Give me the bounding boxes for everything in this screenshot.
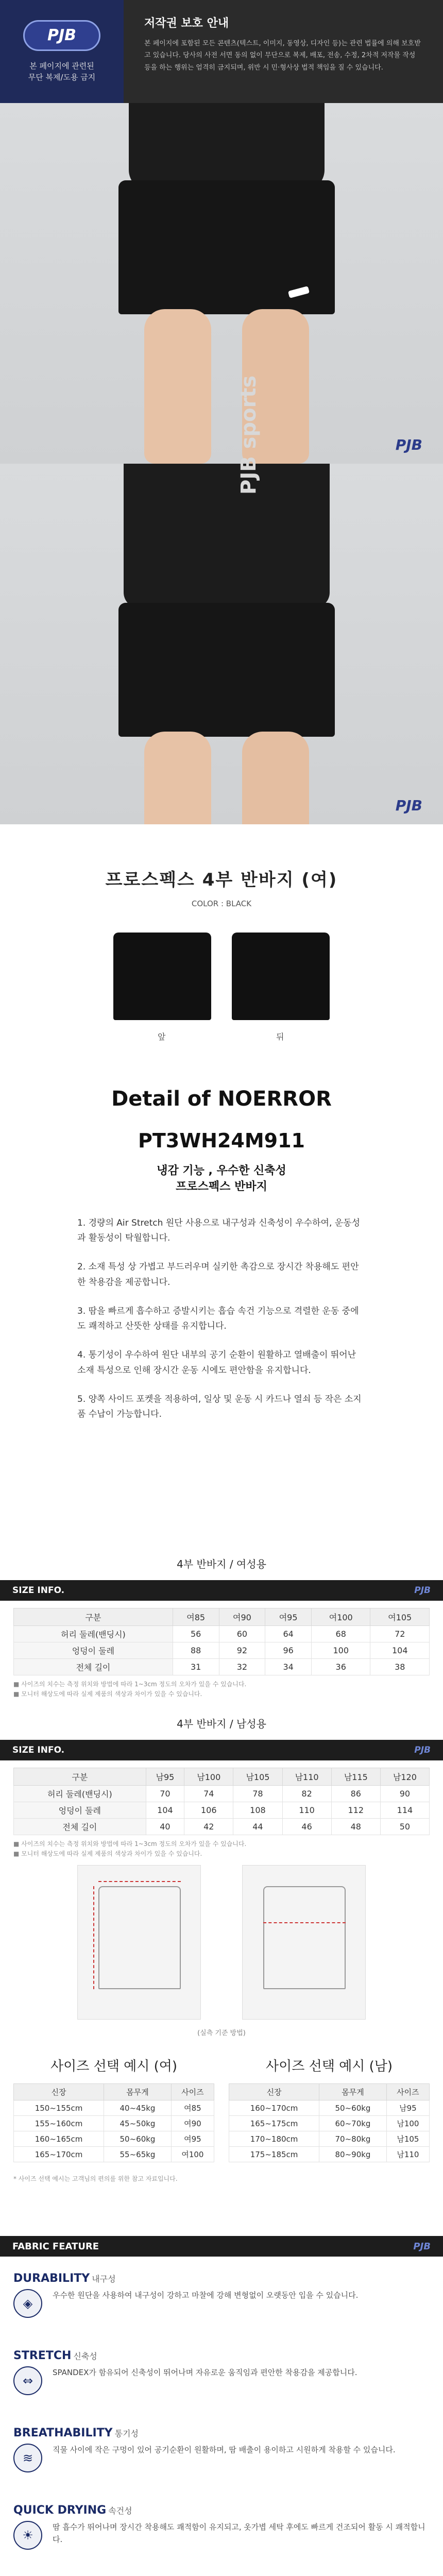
detail-list	[0, 1216, 443, 1423]
table-cell: 72	[370, 1626, 430, 1642]
size-note: ■ 사이즈의 치수는 측정 위치와 방법에 따라 1~3cm 정도의 오차가 있을 수 있습니다.	[13, 1840, 247, 1848]
copyright-left-note: 본 페이지에 관련된 무단 복제/도용 금지	[28, 61, 96, 82]
measure-caption: (실측 기준 방법)	[197, 2029, 246, 2037]
table-header: 여105	[370, 1608, 430, 1626]
table-header: 여95	[265, 1608, 312, 1626]
table-cell: 40~45kg	[104, 2100, 172, 2116]
table-cell: 82	[282, 1786, 331, 1802]
table-row	[229, 2100, 430, 2116]
front-caption: 앞	[158, 1032, 166, 1042]
table-cell: 175~185cm	[229, 2147, 319, 2162]
product-title-section	[0, 866, 443, 908]
shorts-outline	[263, 1886, 346, 1989]
feature-text: 우수한 원단을 사용하여 내구성이 강하고 마찰에 강해 변형없이 오랫동안 입을 수 있습니다.	[53, 2291, 359, 2300]
table-cell: 165~175cm	[229, 2116, 319, 2131]
size-info-label: SIZE INFO.	[12, 1585, 65, 1596]
table-cell: 80~90kg	[319, 2147, 387, 2162]
shirt-back-shape	[124, 464, 330, 608]
table-cell: 여100	[171, 2147, 214, 2162]
table-row	[229, 2147, 430, 2162]
product-code: PT3WH24M911	[138, 1129, 305, 1152]
table-header: 사이즈	[386, 2084, 429, 2100]
air-flow-icon: ≋	[13, 2444, 42, 2472]
table-cell: 70~80kg	[319, 2131, 387, 2147]
table-header: 남110	[282, 1768, 331, 1786]
detail-item: 3. 땀을 빠르게 흡수하고 증발시키는 흡습 속건 기능으로 격렬한 운동 중에도 쾌적하고 산뜻한 상태를 유지합니다.	[77, 1306, 359, 1332]
table-cell: 여85	[171, 2100, 214, 2116]
back-caption: 뒤	[276, 1032, 284, 1042]
detail-heading: Detail of NOERROR	[111, 1087, 332, 1111]
size-note: ■ 모니터 해상도에 따라 실제 제품의 색상과 차이가 있을 수 있습니다.	[13, 1850, 202, 1858]
table-cell: 112	[331, 1802, 380, 1819]
product-title: 프로스펙스 4부 반바지 (여)	[105, 870, 338, 890]
table-cell: 104	[370, 1642, 430, 1659]
select-note: * 사이즈 선택 예시는 고객님의 편의를 위한 참고 자료입니다.	[13, 2175, 178, 2182]
table-header: 남115	[331, 1768, 380, 1786]
table-row	[14, 1626, 430, 1642]
table-cell: 남105	[386, 2131, 429, 2147]
table-cell: 160~165cm	[14, 2131, 104, 2147]
copyright-right-panel	[124, 0, 443, 103]
product-photo-front	[0, 103, 443, 464]
left-leg-back-shape	[144, 732, 211, 824]
size-women-table	[13, 1608, 430, 1675]
measure-figure-back	[242, 1865, 366, 2020]
select-women-table	[13, 2083, 214, 2162]
table-cell: 엉덩이 둘레	[14, 1642, 173, 1659]
table-row	[14, 2131, 214, 2147]
table-cell: 31	[173, 1659, 219, 1675]
color-label: COLOR : BLACK	[191, 899, 252, 908]
table-row	[14, 1659, 430, 1675]
size-info-bar	[0, 1580, 443, 1601]
feature-stretch	[13, 2349, 430, 2395]
fabric-feature-bar	[0, 2236, 443, 2257]
copyright-body: 본 페이지에 포함된 모든 콘텐츠(텍스트, 이미지, 동영상, 디자인 등)는 관련 법률에 의해 보호받고 있습니다. 당사의 사전 서면 동의 없이 무단으로 복제, 배포, 전송, 수정, 2차적 저작물 작성 등을 하는 행위는 엄격히 금지되며, 위반 시 민·형사상 법적 책임을 질 수 있습니다.	[144, 40, 421, 72]
table-cell: 40	[146, 1819, 184, 1835]
table-row	[14, 1802, 430, 1819]
feature-title: STRETCH 신축성	[13, 2349, 97, 2362]
table-header: 남120	[380, 1768, 429, 1786]
shorts-back-shape	[118, 603, 335, 737]
table-cell: 68	[311, 1626, 370, 1642]
table-header: 여100	[311, 1608, 370, 1626]
table-cell: 108	[233, 1802, 282, 1819]
measure-figures	[0, 1865, 443, 2020]
table-cell: 허리 둘레(밴딩시)	[14, 1626, 173, 1642]
bar-brand-mark: PJB	[414, 1745, 431, 1755]
table-header: 여90	[219, 1608, 265, 1626]
table-row	[14, 2100, 214, 2116]
table-cell: 160~170cm	[229, 2100, 319, 2116]
table-header: 신장	[14, 2084, 104, 2100]
table-cell: 92	[219, 1642, 265, 1659]
size-men-section	[0, 1716, 443, 1859]
table-row	[14, 1642, 430, 1659]
feature-quick-drying	[13, 2504, 430, 2550]
size-info-bar	[0, 1740, 443, 1760]
table-header-row	[229, 2084, 430, 2100]
photo-brand-mark: PJB	[395, 436, 422, 453]
shirt-print-text: PJB sports	[237, 375, 261, 495]
table-cell: 100	[311, 1642, 370, 1659]
size-info-label: SIZE INFO.	[12, 1745, 65, 1755]
table-row	[14, 2147, 214, 2162]
table-cell: 86	[331, 1786, 380, 1802]
select-men-table	[229, 2083, 430, 2162]
table-cell: 60~70kg	[319, 2116, 387, 2131]
length-line	[93, 1886, 94, 1989]
left-leg-shape	[144, 309, 211, 464]
table-cell: 150~155cm	[14, 2100, 104, 2116]
feature-breathability	[13, 2427, 430, 2472]
table-cell: 46	[282, 1819, 331, 1835]
size-women-section	[0, 1556, 443, 1699]
table-cell: 44	[233, 1819, 282, 1835]
table-cell: 88	[173, 1642, 219, 1659]
table-cell: 74	[184, 1786, 233, 1802]
detail-item: 5. 양쪽 사이드 포켓을 적용하여, 일상 및 운동 시 카드나 열쇠 등 작은 소지품 수납이 가능합니다.	[77, 1394, 362, 1420]
waist-line	[98, 1881, 181, 1882]
table-row	[229, 2116, 430, 2131]
table-header-row	[14, 2084, 214, 2100]
table-header: 몸무게	[104, 2084, 172, 2100]
feature-durability	[13, 2272, 430, 2318]
feature-text: SPANDEX가 함유되어 신축성이 뛰어나며 자유로운 움직임과 편안한 착용감을 제공합니다.	[53, 2368, 357, 2377]
bar-brand-mark: PJB	[414, 1585, 431, 1596]
select-men-title: 사이즈 선택 예시 (남)	[265, 2059, 393, 2074]
size-note: ■ 모니터 해상도에 따라 실제 제품의 색상과 차이가 있을 수 있습니다.	[13, 1690, 202, 1698]
table-cell: 50	[380, 1819, 429, 1835]
table-cell: 90	[380, 1786, 429, 1802]
table-row	[14, 1786, 430, 1802]
fabric-feature-section	[0, 2236, 443, 2576]
hip-line	[263, 1922, 346, 1923]
stretch-icon: ⇔	[13, 2366, 42, 2395]
detail-item: 2. 소재 특성 상 가볍고 부드러우며 실키한 촉감으로 장시간 착용해도 편안한 착용감을 제공합니다.	[77, 1262, 359, 1287]
table-row	[14, 1819, 430, 1835]
table-header-row	[14, 1768, 430, 1786]
table-cell: 110	[282, 1802, 331, 1819]
table-header: 구분	[14, 1608, 173, 1626]
table-cell: 38	[370, 1659, 430, 1675]
table-header: 남100	[184, 1768, 233, 1786]
feature-title: QUICK DRYING 속건성	[13, 2504, 132, 2517]
feature-text: 직물 사이에 작은 구멍이 있어 공기순환이 원활하며, 땀 배출이 용이하고 시원하게 착용할 수 있습니다.	[53, 2445, 396, 2454]
table-cell: 64	[265, 1626, 312, 1642]
table-cell: 60	[219, 1626, 265, 1642]
table-header: 남105	[233, 1768, 282, 1786]
photo-brand-mark-2: PJB	[395, 797, 422, 814]
table-cell: 96	[265, 1642, 312, 1659]
right-leg-back-shape	[242, 732, 309, 824]
table-cell: 여95	[171, 2131, 214, 2147]
table-cell: 34	[265, 1659, 312, 1675]
size-selection-section	[0, 2056, 443, 2210]
table-cell: 70	[146, 1786, 184, 1802]
table-cell: 전체 길이	[14, 1819, 146, 1835]
brand-logo: PJB	[23, 20, 100, 51]
detail-item: 1. 경량의 Air Stretch 원단 사용으로 내구성과 신축성이 우수하여, 운동성과 활동성이 탁월합니다.	[77, 1217, 361, 1244]
table-cell: 165~170cm	[14, 2147, 104, 2162]
shield-icon: ◈	[13, 2289, 42, 2318]
table-cell: 32	[219, 1659, 265, 1675]
detail-subtitle-1: 냉감 기능 , 우수한 신축성	[157, 1164, 286, 1177]
detail-subtitle-2: 프로스펙스 반바지	[176, 1180, 267, 1193]
table-row	[14, 2116, 214, 2131]
shirt-shape	[129, 103, 325, 191]
table-cell: 104	[146, 1802, 184, 1819]
size-men-table	[13, 1768, 430, 1835]
table-header-row	[14, 1608, 430, 1626]
table-cell: 155~160cm	[14, 2116, 104, 2131]
table-cell: 여90	[171, 2116, 214, 2131]
detail-section	[0, 1087, 443, 1436]
table-cell: 55~65kg	[104, 2147, 172, 2162]
size-note: ■ 사이즈의 치수는 측정 위치와 방법에 따라 1~3cm 정도의 오차가 있을 수 있습니다.	[13, 1681, 247, 1688]
front-back-showcase	[0, 927, 443, 1061]
table-cell: 전체 길이	[14, 1659, 173, 1675]
select-women-title: 사이즈 선택 예시 (여)	[50, 2059, 177, 2074]
table-cell: 남110	[386, 2147, 429, 2162]
copyright-title: 저작권 보호 안내	[144, 17, 229, 30]
detail-item: 4. 통기성이 우수하여 원단 내부의 공기 순환이 원활하고 열배출이 뛰어난 소재 특성으로 인해 장시간 운동 시에도 편안함을 유지합니다.	[77, 1350, 356, 1376]
table-header: 신장	[229, 2084, 319, 2100]
table-cell: 50~60kg	[104, 2131, 172, 2147]
table-cell: 45~50kg	[104, 2116, 172, 2131]
table-header: 몸무게	[319, 2084, 387, 2100]
table-cell: 엉덩이 둘레	[14, 1802, 146, 1819]
table-cell: 106	[184, 1802, 233, 1819]
table-cell: 50~60kg	[319, 2100, 387, 2116]
table-cell: 170~180cm	[229, 2131, 319, 2147]
size-women-caption: 4부 반바지 / 여성용	[177, 1558, 266, 1570]
measure-figure-front	[77, 1865, 201, 2020]
shorts-outline	[98, 1886, 181, 1989]
table-cell: 남95	[386, 2100, 429, 2116]
feature-title: DURABILITY 내구성	[13, 2272, 116, 2285]
table-cell: 114	[380, 1802, 429, 1819]
table-header: 구분	[14, 1768, 146, 1786]
table-header: 남95	[146, 1768, 184, 1786]
size-men-caption: 4부 반바지 / 남성용	[177, 1718, 266, 1730]
table-cell: 78	[233, 1786, 282, 1802]
bar-brand-mark: PJB	[413, 2241, 431, 2252]
copyright-left-panel	[0, 0, 124, 103]
table-cell: 남100	[386, 2116, 429, 2131]
feature-text: 땀 흡수가 뛰어나며 장시간 착용해도 쾌적함이 유지되고, 옷가볍 세탁 후에도 빠르게 건조되어 활동 시 쾌적합니다.	[53, 2522, 425, 2544]
table-header: 사이즈	[171, 2084, 214, 2100]
table-cell: 허리 둘레(밴딩시)	[14, 1786, 146, 1802]
table-cell: 42	[184, 1819, 233, 1835]
table-row	[229, 2131, 430, 2147]
copyright-banner	[0, 0, 443, 103]
shorts-front-image	[113, 933, 211, 1020]
table-cell: 56	[173, 1626, 219, 1642]
table-cell: 48	[331, 1819, 380, 1835]
fabric-feature-heading: FABRIC FEATURE	[12, 2241, 99, 2252]
feature-title: BREATHABILITY 통기성	[13, 2427, 139, 2439]
product-photo-back	[0, 375, 443, 824]
shorts-back-image	[232, 933, 330, 1020]
sun-icon: ☀	[13, 2521, 42, 2550]
table-header: 여85	[173, 1608, 219, 1626]
table-cell: 36	[311, 1659, 370, 1675]
